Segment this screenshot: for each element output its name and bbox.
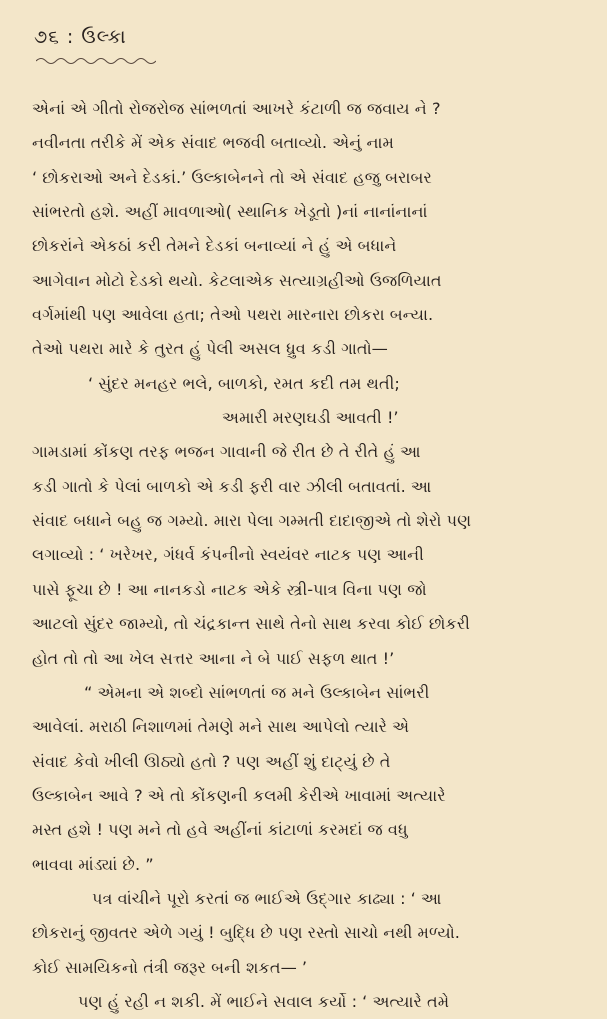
text-line: ગામડામાં કોંકણ તરફ ભજન ગાવાની જે રીત છે તે રીતે હું આ	[32, 442, 421, 462]
text-line: મસ્ત હશે ! પણ મને તો હવે અહીંનાં કાંટાળાં કરમદાં જ વધુ	[32, 820, 408, 840]
text-line: કોઈ સામયિકનો તંત્રી જરૂર બની શકત— ’	[32, 957, 308, 977]
paragraph-start-line: પણ હું રહી ન શકી. મેં ભાઈને સવાલ કર્યો : ‘ અત્યારે તમે	[78, 991, 450, 1011]
text-line: વર્ગમાંથી પણ આવેલા હતા; તેઓ પથરા મારનારા છોકરા બન્યા.	[32, 305, 434, 325]
paragraph-start-line: પત્ર વાંચીને પૂરો કરતાં જ ભાઈએ ઉદ્ગાર કાઢ્યા : ‘ આ	[92, 888, 442, 908]
text-line: ‘ છોકરાઓ અને દેડકાં.’ ઉલ્કાબેનને તો એ સંવાદ હજુ બરાબર	[32, 167, 432, 187]
text-line: કડી ગાતો કે પેલાં બાળકો એ કડી ફરી વાર ઝીલી બતાવતાં. આ	[32, 476, 432, 496]
header-ornament-rule	[36, 56, 156, 66]
text-line: સાંભરતો હશે. અહીં માવળાઓ( સ્થાનિક ખેડૂતો )નાં નાનાંનાનાં	[32, 202, 428, 222]
text-line: લગાવ્યો : ‘ ખરેખર, ગંધર્વ કંપનીનો સ્વયંવર નાટક પણ આની	[32, 545, 424, 565]
text-line: સંવાદ બધાને બહુ જ ગમ્યો. મારા પેલા ગમ્મતી દાદાજીએ તો શેરો પણ	[32, 511, 472, 531]
page-header: ૭૬ : ઉલ્કા	[34, 26, 127, 48]
page-body-text	[32, 92, 578, 1019]
text-line: એનાં એ ગીતો રોજરોજ સાંભળતાં આખરે કંટાળી જ જવાય ને ?	[32, 99, 441, 118]
paragraph-start-line: “ એમના એ શબ્દો સાંભળતાં જ મને ઉલ્કાબેન સાંભરી	[84, 682, 430, 702]
text-line: તેઓ પથરા મારે કે તુરત હું પેલી અસલ ધ્રુવ કડી ગાતો—	[32, 339, 388, 359]
text-line: ઉલ્કાબેન આવે ? એ તો કોંકણની કલમી કેરીએ ખાવામાં અત્યારે	[32, 785, 446, 805]
verse-line: અમારી મરણઘડી આવતી !’	[222, 408, 399, 428]
text-line: આટલો સુંદર જામ્યો, તો ચંદ્રકાન્ત સાથે તેનો સાથ કરવા કોઈ છોકરી	[32, 614, 470, 634]
text-line: નવીનતા તરીકે મેં એક સંવાદ ભજવી બતાવ્યો. એનું નામ	[32, 133, 394, 153]
text-line: આવેલાં. મરાઠી નિશાળમાં તેમણે મને સાથ આપેલો ત્યારે એ	[32, 717, 410, 737]
text-line: આગેવાન મોટો દેડકો થયો. કેટલાએક સત્યાગ્રહીઓ ઉજળિયાત	[32, 270, 442, 290]
text-line: ભાવવા માંડ્યાં છે. ”	[32, 854, 154, 874]
text-line: હોત તો તો આ ખેલ સત્તર આના ને બે પાઈ સફળ થાત !’	[32, 648, 395, 668]
text-line: છોકરાનું જીવતર એળે ગયું ! બુદ્ધિ છે પણ રસ્તો સાચો નથી મળ્યો.	[32, 923, 460, 943]
text-line: છોકરાંને એકઠાં કરી તેમને દેડકાં બનાવ્યાં ને હું એ બધાને	[32, 236, 397, 256]
text-line: પાસે ફૂચા છે ! આ નાનકડો નાટક એકે સ્ત્રી-પાત્ર વિના પણ જો	[32, 579, 427, 599]
verse-line: ‘ સુંદર મનહર ભલે, બાળકો, રમત કદી તમ થતી;	[88, 373, 400, 393]
text-line: સંવાદ કેવો ખીલી ઊઠ્યો હતો ? પણ અહીં શું દાટ્યું છે તે	[32, 751, 391, 771]
